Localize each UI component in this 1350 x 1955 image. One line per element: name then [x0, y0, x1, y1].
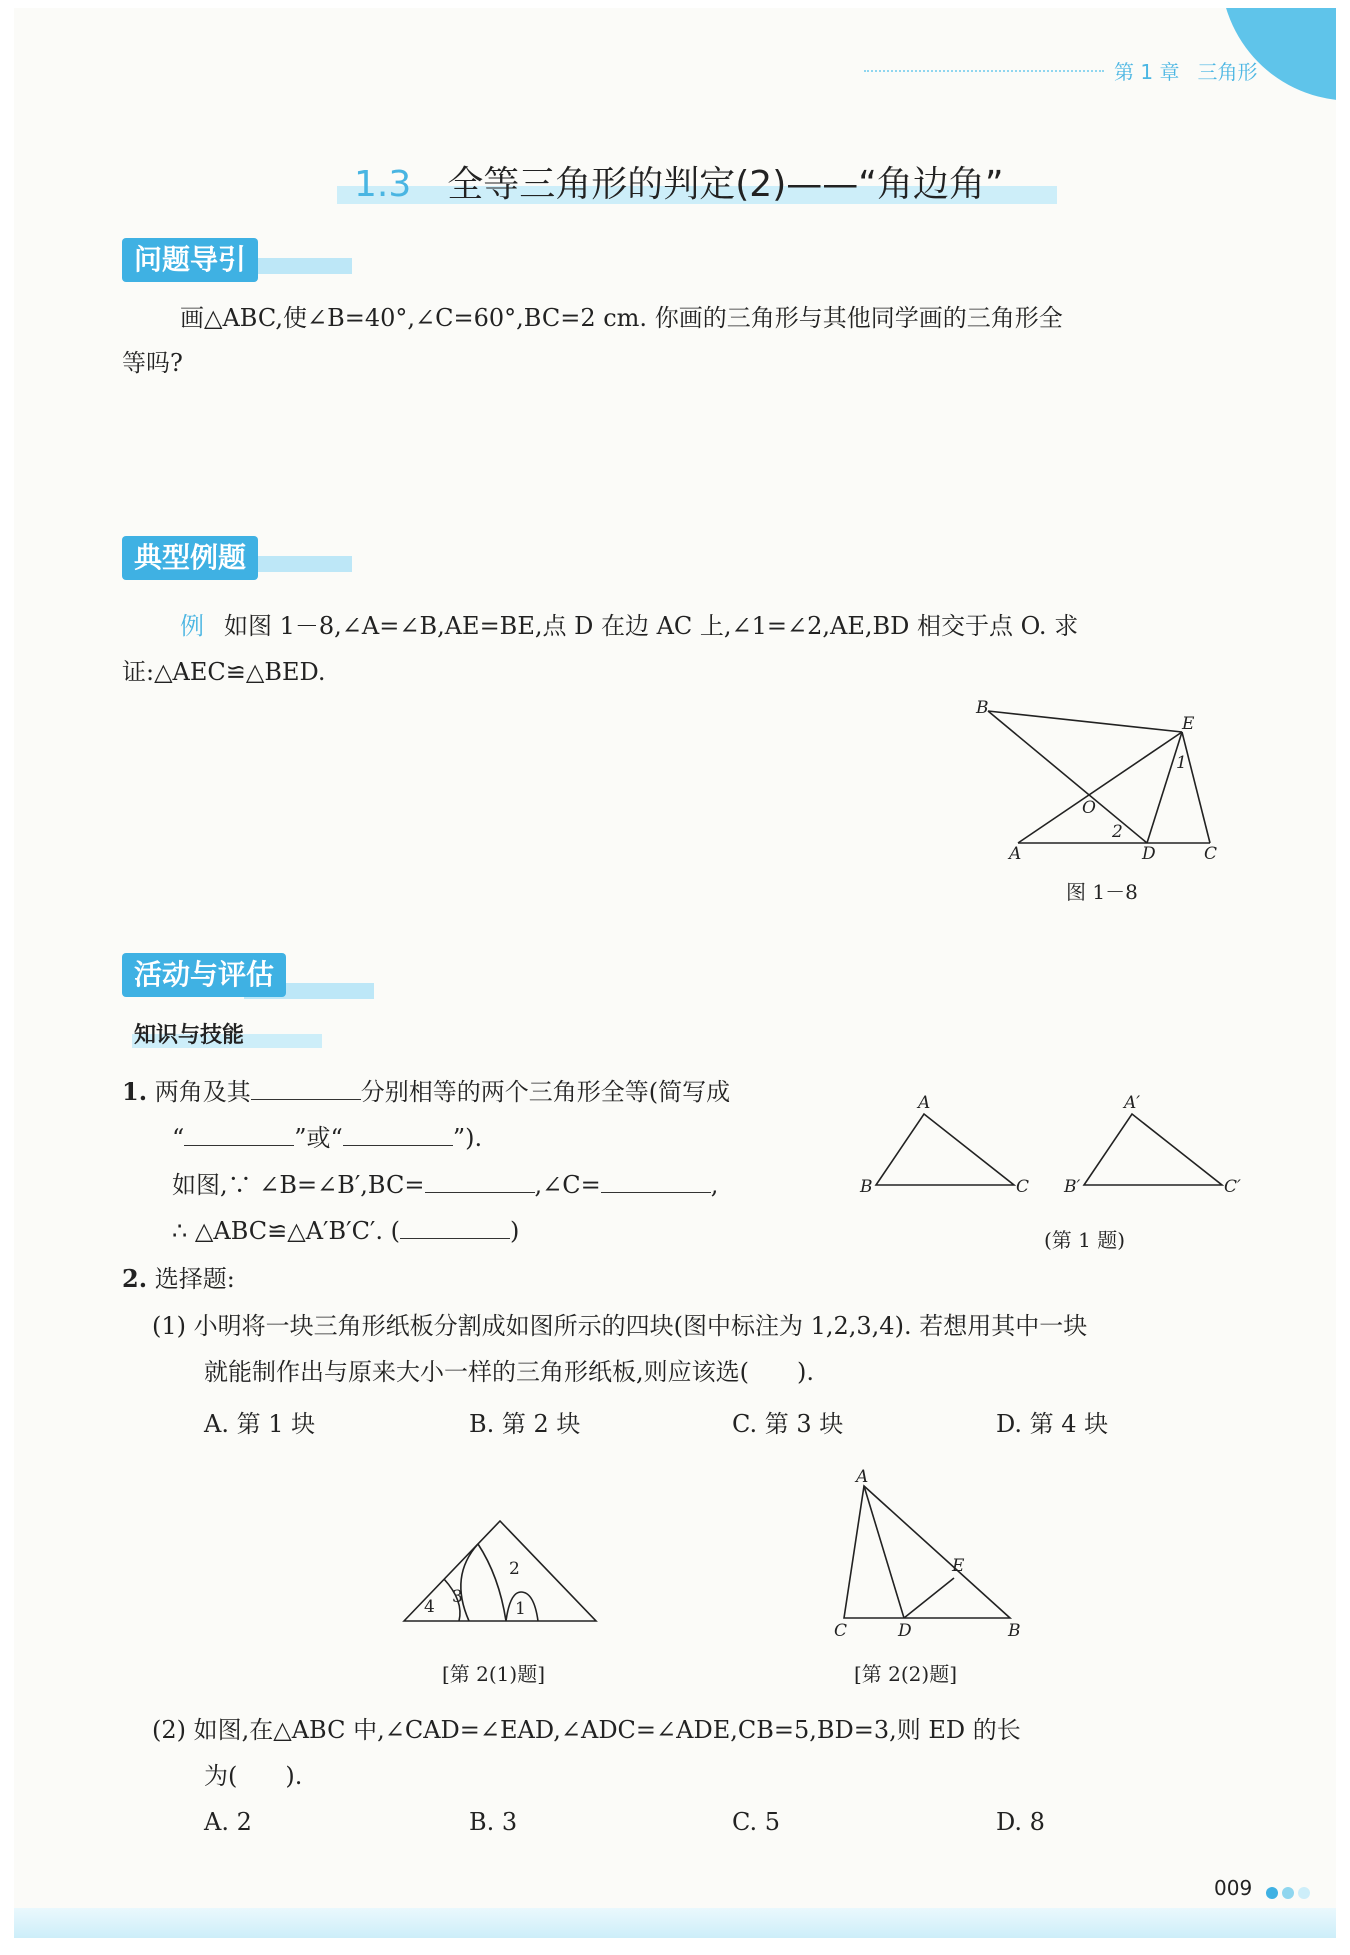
piece-label-2: 2: [509, 1559, 520, 1579]
q1-label-a-prime: A′: [1124, 1093, 1141, 1113]
q2-2-option-b[interactable]: B. 3: [469, 1808, 518, 1836]
q1-number: 1.: [122, 1077, 148, 1106]
section-number: 1.3: [354, 164, 412, 205]
bottom-band: [14, 1908, 1336, 1938]
q1-blank-2[interactable]: [184, 1123, 294, 1146]
q2-2-figure: [814, 1468, 1044, 1638]
q2-1-option-d[interactable]: D. 第 4 块: [996, 1410, 1109, 1438]
fig-label-angle-2: 2: [1112, 822, 1123, 842]
triangle-abc-2: [844, 1486, 1010, 1618]
example-heading: 典型例题: [122, 536, 258, 580]
q1-text-3a: 如图,∵ ∠B=∠B′,BC=: [172, 1171, 425, 1199]
fig-label-b: B: [976, 698, 989, 718]
q2-2-option-c[interactable]: C. 5: [732, 1808, 781, 1836]
q1-line-3: [172, 1163, 718, 1207]
q1-label-b-prime: B′: [1064, 1177, 1081, 1197]
q1-text-2c: ”).: [452, 1124, 483, 1152]
q1-blank-6[interactable]: [400, 1216, 510, 1239]
q2-2-option-d[interactable]: D. 8: [996, 1808, 1045, 1836]
segment-be: [988, 711, 1182, 732]
chapter-title: 三角形: [1197, 60, 1258, 84]
q1-text-2b: ”或“: [294, 1124, 343, 1152]
q1-text-3b: ,∠C=: [534, 1171, 601, 1199]
fig-label-c: C: [1204, 844, 1218, 863]
q1-label-b: B: [860, 1177, 873, 1197]
q2-2-label-a: A: [856, 1468, 869, 1487]
q2-line: [122, 1257, 235, 1301]
q1-blank-3[interactable]: [343, 1123, 453, 1146]
q1-text-3c: ,: [710, 1171, 719, 1199]
segment-de: [904, 1578, 954, 1618]
q1-text-1a: 两角及其: [154, 1078, 251, 1106]
q1-text-2a: “: [172, 1124, 185, 1152]
segment-ad: [864, 1486, 904, 1618]
q1-blank-1[interactable]: [251, 1077, 361, 1100]
piece-label-1: 1: [515, 1599, 526, 1619]
example-text-1: 如图 1－8,∠A=∠B,AE=BE,点 D 在边 AC 上,∠1=∠2,AE,BD 相交于点 O. 求: [224, 612, 1079, 640]
q1-text-4a: ∴ △ABC≌△A′B′C′. (: [172, 1217, 400, 1245]
q1-figure: [844, 1090, 1264, 1210]
q2-1-option-a[interactable]: A. 第 1 块: [204, 1410, 316, 1438]
q1-line-4: [172, 1209, 519, 1253]
segment-ec: [1182, 732, 1210, 843]
q2-1-figure: [389, 1506, 609, 1636]
piece-label-3: 3: [452, 1587, 463, 1607]
q2-1-line-2: 就能制作出与原来大小一样的三角形纸板,则应该选( ).: [204, 1358, 814, 1386]
q1-text-4b: ): [510, 1217, 520, 1245]
page-number: 009: [1214, 1876, 1253, 1900]
intro-heading: 问题导引: [122, 238, 258, 282]
q2-label: 选择题:: [154, 1265, 235, 1293]
piece-2-lower-boundary: [478, 1544, 506, 1621]
q2-1-figure-caption: [第 2(1)题]: [442, 1662, 546, 1686]
q2-2-line-2: 为( ).: [204, 1762, 303, 1790]
intro-line-2: 等吗?: [122, 349, 183, 377]
q1-blank-5[interactable]: [601, 1170, 711, 1193]
q1-label-c: C: [1016, 1177, 1030, 1197]
q1-line-1: [122, 1070, 730, 1114]
q2-2-label-d: D: [898, 1621, 912, 1638]
fig-label-d: D: [1142, 844, 1156, 863]
figure-1-8: [964, 693, 1234, 863]
q2-number: 2.: [122, 1264, 148, 1293]
q1-line-2: [172, 1116, 482, 1160]
fig-label-angle-1: 1: [1176, 753, 1187, 773]
activity-heading: 活动与评估: [122, 953, 286, 997]
chapter-number: 第 1 章: [1114, 60, 1180, 84]
q1-blank-4[interactable]: [425, 1170, 535, 1193]
q1-figure-caption: (第 1 题): [1044, 1228, 1126, 1252]
q2-2-label-e: E: [952, 1556, 965, 1576]
dot-2: [1282, 1887, 1294, 1899]
example-label: 例: [180, 612, 204, 640]
dot-3: [1298, 1887, 1310, 1899]
q2-2-label-c: C: [834, 1621, 848, 1638]
section-title: 全等三角形的判定(2)——“角边角”: [447, 164, 1004, 205]
q1-text-1b: 分别相等的两个三角形全等(简写成: [360, 1078, 731, 1106]
triangle-abc-prime: [1084, 1114, 1222, 1185]
q2-1-line-1: (1) 小明将一块三角形纸板分割成如图所示的四块(图中标注为 1,2,3,4). 若想用其中一块: [152, 1312, 1088, 1340]
fig-label-a: A: [1009, 844, 1022, 863]
fig-label-o: O: [1082, 798, 1096, 818]
q2-1-option-c[interactable]: C. 第 3 块: [732, 1410, 844, 1438]
segment-ed: [1147, 732, 1182, 843]
q2-2-option-a[interactable]: A. 2: [204, 1808, 252, 1836]
triangle-abc: [876, 1114, 1014, 1185]
q2-1-option-b[interactable]: B. 第 2 块: [469, 1410, 581, 1438]
q2-2-label-b: B: [1008, 1621, 1021, 1638]
q2-2-line-1: (2) 如图,在△ABC 中,∠CAD=∠EAD,∠ADC=∠ADE,CB=5,BD=3,则 ED 的长: [152, 1716, 1021, 1744]
intro-line-1: 画△ABC,使∠B=40°,∠C=60°,BC=2 cm. 你画的三角形与其他同学画的三角形全: [180, 304, 1063, 332]
figure-1-8-caption: 图 1－8: [1066, 880, 1138, 904]
segment-ae: [1018, 732, 1182, 843]
piece-label-4: 4: [424, 1597, 435, 1617]
segment-bd: [988, 711, 1147, 843]
example-line-2: 证:△AEC≌△BED.: [122, 658, 326, 686]
page-number-dots: [1266, 1884, 1314, 1903]
page-title: [354, 156, 1004, 207]
running-head: [1114, 56, 1257, 85]
piece-2-3-boundary: [461, 1544, 478, 1621]
header-dotted-line: [864, 70, 1104, 72]
example-line-1: [180, 604, 1078, 648]
q1-label-a: A: [918, 1093, 931, 1113]
skill-heading: 知识与技能: [134, 1023, 245, 1048]
q2-2-figure-caption: [第 2(2)题]: [854, 1662, 958, 1686]
fig-label-e: E: [1182, 714, 1195, 734]
dot-1: [1266, 1887, 1278, 1899]
q1-label-c-prime: C′: [1224, 1177, 1241, 1197]
textbook-page: [14, 8, 1336, 1938]
